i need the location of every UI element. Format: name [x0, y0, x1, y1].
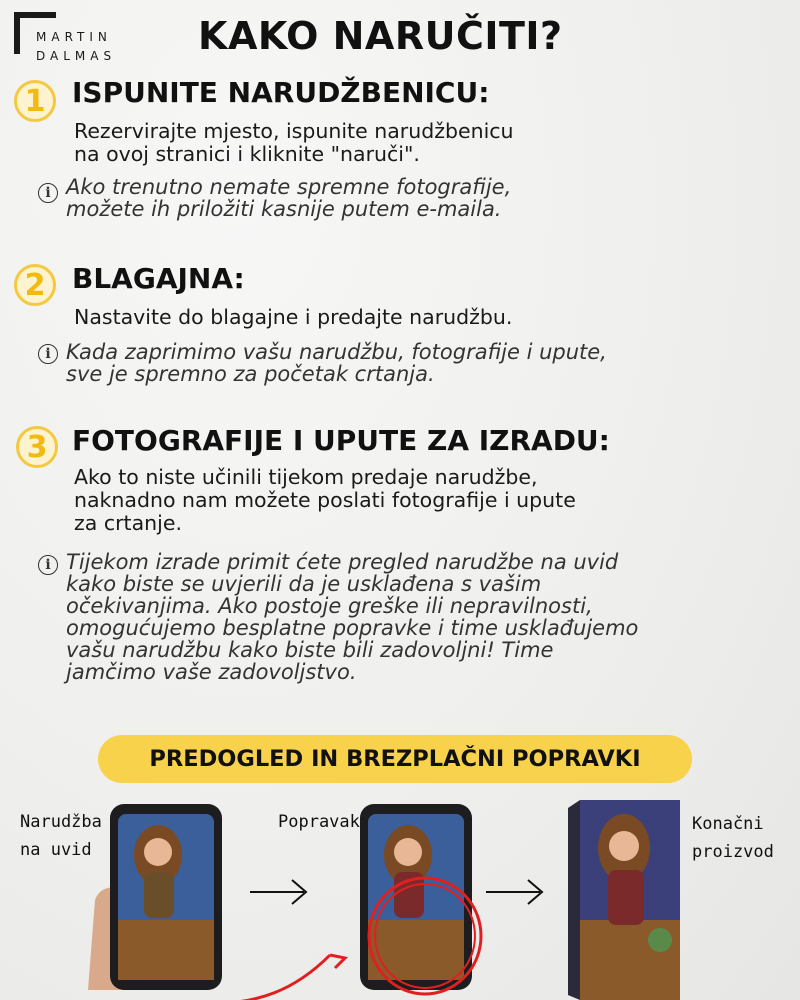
logo-text-line2: DALMAS — [36, 49, 117, 63]
step-3-number: 3 — [16, 426, 58, 468]
flow-label-final: Konačni proizvod — [692, 814, 774, 862]
final-canvas-image — [568, 800, 680, 1000]
step-2-heading: BLAGAJNA: — [72, 262, 245, 295]
arrow-right-icon — [486, 880, 542, 904]
step-1-info: Ako trenutno nemate spremne fotografije, možete ih priložiti kasnije putem e-maila. — [66, 175, 512, 221]
logo-mark-top — [14, 12, 56, 18]
step-1-body: Rezervirajte mjesto, ispunite narudžbenicu na ovoj stranici i kliknite "naruči". — [74, 119, 514, 166]
page-title: KAKO NARUČITI? — [198, 14, 563, 58]
info-icon: i — [38, 555, 58, 575]
step-2-info: Kada zaprimimo vašu narudžbu, fotografije i upute, sve je spremno za početak crtanja. — [66, 340, 607, 386]
info-icon: i — [38, 183, 58, 203]
step-1-number: 1 — [14, 80, 56, 122]
flow-illustration — [0, 790, 800, 1000]
preview-banner: PREDOGLED IN BREZPLAČNI POPRAVKI — [98, 735, 692, 783]
step-2-body: Nastavite do blagajne i predajte narudžbu. — [74, 305, 513, 329]
logo-text-line1: MARTIN — [36, 30, 112, 44]
brand-logo — [14, 12, 164, 62]
step-3-info: Tijekom izrade primit ćete pregled narudžbe na uvid kako biste se uvjerili da je usklađena s vašim očekivanjima. Ako postoje greške ili nepravilnosti, omogućujemo besplatne popravke i time usklađujemo vašu narudžbu kako biste bili zadovoljni! Time jamčimo vaše zadovoljstvo. — [66, 550, 639, 684]
step-2-number: 2 — [14, 264, 56, 306]
phone-correction-image — [330, 804, 481, 994]
step-1-heading: ISPUNITE NARUDŽBENICU: — [72, 76, 490, 109]
flow-label-preview: Narudžba na uvid — [20, 812, 102, 860]
arrow-right-icon — [250, 880, 306, 904]
step-3-body: Ako to niste učinili tijekom predaje narudžbe, naknadno nam možete poslati fotografije i upute za crtanje. — [74, 465, 576, 535]
info-icon: i — [38, 344, 58, 364]
logo-mark-side — [14, 12, 20, 54]
flow-label-correction: Popravak — [278, 812, 360, 832]
step-3-heading: FOTOGRAFIJE I UPUTE ZA IZRADU: — [72, 424, 610, 457]
